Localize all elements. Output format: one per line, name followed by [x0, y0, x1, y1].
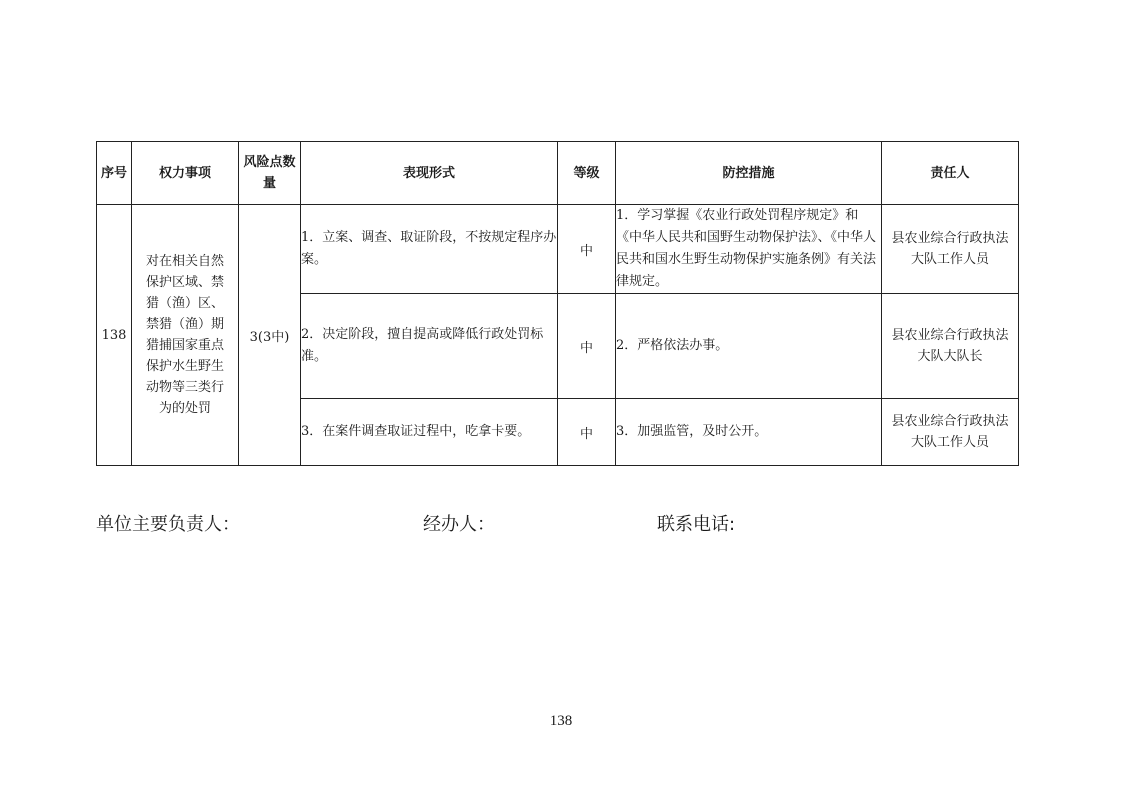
- header-level: 等级: [558, 142, 616, 205]
- measures-text: 1．学习掌握《农业行政处罚程序规定》和《中华人民共和国野生动物保护法》、《中华人民共和国水生野生动物保护实施条例》有关法律规定。: [616, 208, 877, 289]
- seq-cell: 138: [97, 205, 132, 466]
- responsible-text: 县农业综合行政执法大队大队长: [891, 328, 1009, 364]
- header-measures: 防控措施: [616, 142, 882, 205]
- measures-cell: [616, 205, 882, 294]
- phone-label: 联系电话:: [657, 514, 736, 535]
- handler-signature-label: 经办人：: [423, 514, 495, 535]
- matter-cell: [132, 205, 239, 466]
- matter-text: 对在相关自然保护区域、禁猎（渔）区、禁猎（渔）期猎捕国家重点保护水生野生动物等三类行为的处罚: [145, 254, 224, 416]
- table-header-row: [97, 142, 1019, 205]
- header-form: 表现形式: [301, 142, 558, 205]
- risk-control-table: [96, 141, 1019, 466]
- risk-count-cell: 3(3中): [239, 205, 301, 466]
- responsible-text: 县农业综合行政执法大队工作人员: [891, 231, 1009, 267]
- responsible-cell: [882, 205, 1019, 294]
- responsible-cell: [882, 399, 1019, 466]
- unit-head-signature-label: 单位主要负责人：: [96, 514, 240, 535]
- header-matter: 权力事项: [132, 142, 239, 205]
- form-text: 1．立案、调查、取证阶段，不按规定程序办案。: [301, 230, 557, 267]
- page-number: 138: [549, 713, 573, 729]
- form-cell: [301, 399, 558, 466]
- responsible-text: 县农业综合行政执法大队工作人员: [891, 414, 1009, 450]
- form-cell: [301, 294, 558, 399]
- level-cell: 中: [558, 294, 616, 399]
- level-cell: 中: [558, 399, 616, 466]
- measures-text: 2．严格依法办事。: [616, 338, 729, 353]
- form-cell: [301, 205, 558, 294]
- header-responsible: 责任人: [882, 142, 1019, 205]
- form-text: 2．决定阶段，擅自提高或降低行政处罚标准。: [301, 327, 544, 364]
- header-risk-count: 风险点数量: [239, 142, 301, 205]
- table-row: [97, 205, 1019, 294]
- measures-cell: [616, 294, 882, 399]
- measures-text: 3．加强监管，及时公开。: [616, 424, 768, 439]
- header-seq: 序号: [97, 142, 132, 205]
- level-cell: 中: [558, 205, 616, 294]
- measures-cell: [616, 399, 882, 466]
- responsible-cell: [882, 294, 1019, 399]
- form-text: 3．在案件调查取证过程中，吃拿卡要。: [301, 424, 531, 439]
